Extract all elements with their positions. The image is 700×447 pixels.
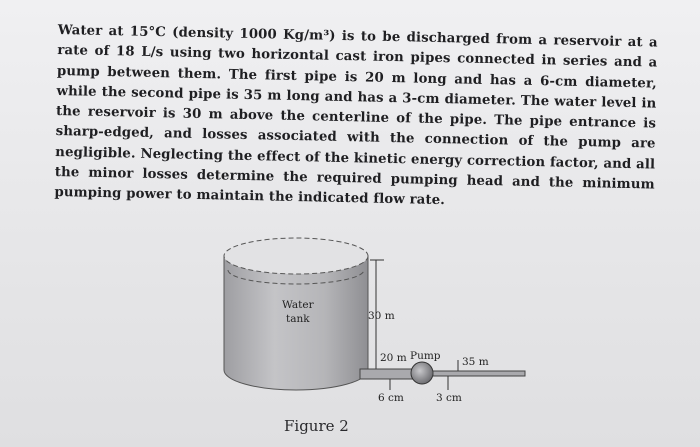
pipe-1-length-label: 20 m: [380, 352, 407, 364]
tank-label: Water tank: [282, 299, 314, 325]
figure-2-diagram: [200, 230, 560, 440]
pipe-1-diameter-label: 6 cm: [378, 392, 404, 404]
pipe-2: [433, 371, 525, 376]
problem-statement: Water at 15°C (density 1000 Kg/m³) is to be discharged from a reservoir at a rate of 18 L/s using two horizontal cast iron pipes connected in series and a pump between them. The first pipe is 20 m long and has a 6-cm diameter, while the second pipe is 35 m long and has a 3-cm diameter. The water level in the reservoir is 30 m above the centerline of the pipe. The pipe entrance is sharp-edged, and losses associated with the connection of the pump are negligible. Neglecting the effect of the kinetic energy correction factor, and all the minor losses determine the required pumping head and the minimum pumping power to maintain the indicated flow rate.: [54, 23, 658, 209]
pipe-2-diameter-label: 3 cm: [436, 392, 462, 404]
tank-top-rim: [224, 238, 368, 274]
tank-pipe-pump-drawing: [200, 230, 560, 440]
pump: [411, 362, 433, 384]
figure-caption: Figure 2: [284, 417, 349, 435]
pump-label: Pump: [410, 350, 441, 362]
pipe-2-length-label: 35 m: [462, 356, 489, 368]
height-label: 30 m: [368, 310, 395, 322]
